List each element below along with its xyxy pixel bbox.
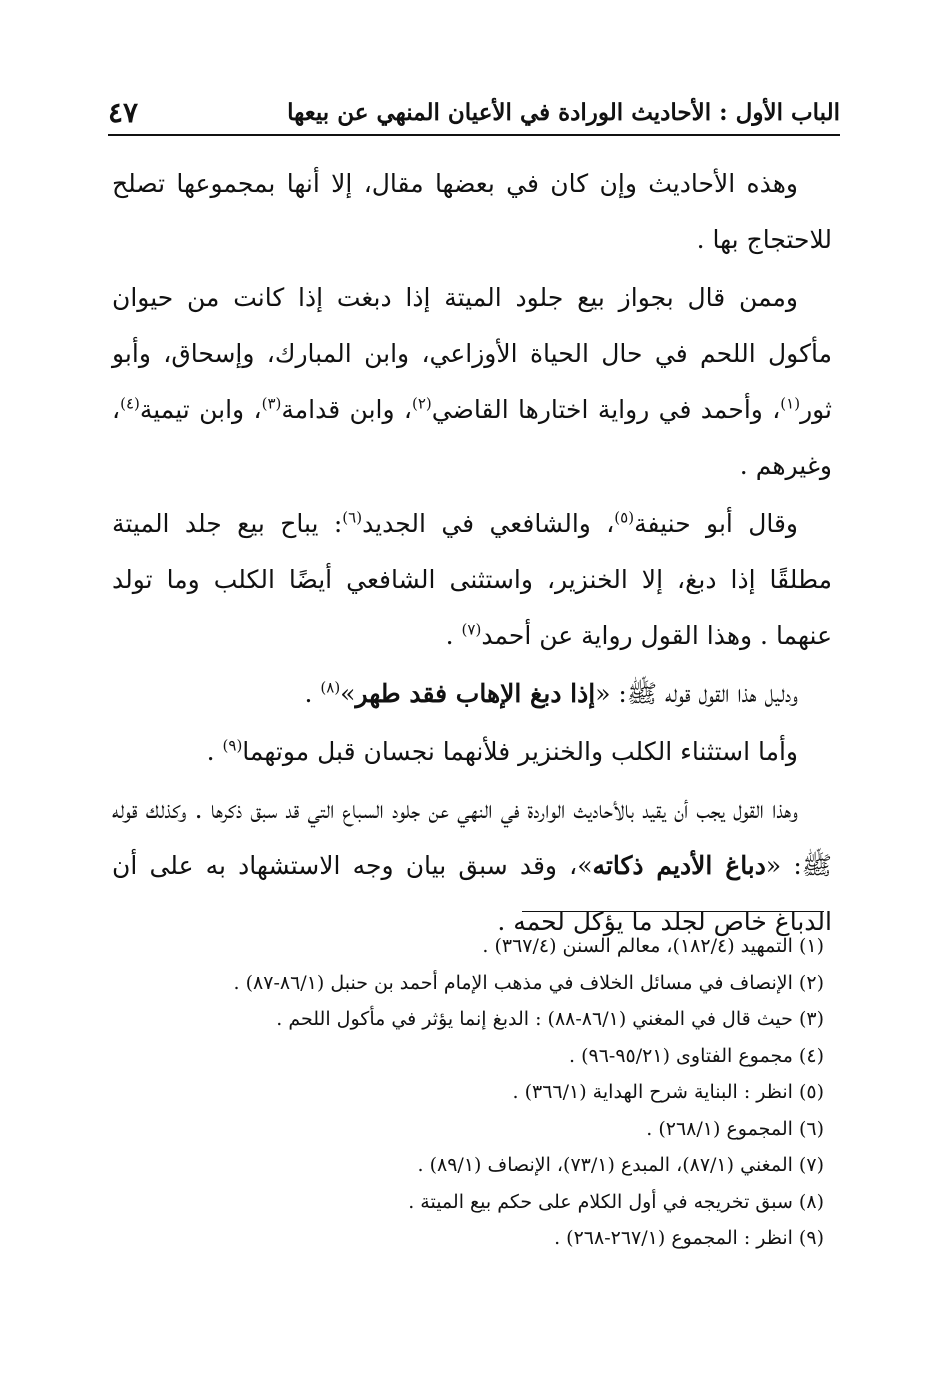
footnote-2: (٢) الإنصاف في مسائل الخلاف في مذهب الإمام أحمد بن حنبل (٨٦/١-٨٧) . bbox=[233, 971, 824, 994]
footnote-8: (٨) سبق تخريجه في أول الكلام على حكم بيع الميتة . bbox=[408, 1190, 824, 1213]
paragraph-text: ، وأحمد في رواية اختارها القاضي bbox=[431, 395, 781, 424]
paragraph-text: وممن قال بجواز بيع جلود الميتة إذا دبغت إذا كانت من حيوان مأكول اللحم في حال الحياة الأوزاعي، وابن المبارك، وإسحاق، وأبو ثور bbox=[112, 283, 833, 424]
footnote-6: (٦) المجموع (٢٦٨/١) . bbox=[646, 1117, 824, 1140]
footnote-ref-3[interactable]: (٣) bbox=[261, 394, 282, 413]
header-rule bbox=[108, 134, 840, 136]
footnote-ref-5[interactable]: (٥) bbox=[614, 508, 635, 527]
paragraph-text: » bbox=[340, 679, 356, 708]
main-text bbox=[112, 156, 832, 952]
paragraph-text: »، وقد سبق بيان وجه الاستشهاد به على أن الدباغ خاص لجلد ما يؤكل لحمه . bbox=[112, 851, 832, 936]
footnote-ref-2[interactable]: (٢) bbox=[411, 394, 432, 413]
paragraph-text: : يباح بيع جلد الميتة مطلقًا إذا دبغ، إلا الخنزير، واستثنى الشافعي أيضًا الكلب وما تولد عنهما . وهذا القول رواية عن أحمد bbox=[112, 509, 832, 650]
paragraph-text: وهذا القول يجب أن يقيد بالأحاديث الواردة في النهي عن جلود السباع التي قد سبق ذكرها . وكذلك قوله ﷺ: « bbox=[112, 795, 832, 880]
footnote-ref-6[interactable]: (٦) bbox=[342, 508, 363, 527]
paragraph-6 bbox=[112, 782, 832, 950]
paragraph-2 bbox=[112, 270, 832, 494]
footnotes bbox=[112, 928, 824, 1257]
footnote-4: (٤) مجموع الفتاوى (٩٥/٢١-٩٦) . bbox=[569, 1044, 824, 1067]
footnote-ref-8[interactable]: (٨) bbox=[320, 678, 341, 697]
paragraph-text: ، وابن قدامة bbox=[281, 395, 412, 424]
footnote-separator bbox=[522, 911, 824, 912]
paragraph-text: ، وغيرهم . bbox=[112, 395, 832, 480]
paragraph-5 bbox=[112, 724, 832, 780]
paragraph-text: ، والشافعي في الجديد bbox=[362, 509, 615, 538]
footnote-9: (٩) انظر : المجموع (٢٦٧/١-٢٦٨) . bbox=[554, 1227, 824, 1249]
footnote-ref-7[interactable]: (٧) bbox=[461, 620, 482, 639]
footnote-7: (٧) المغني (٨٧/١)، المبدع (٧٣/١)، الإنصاف (٨٩/١) . bbox=[417, 1154, 824, 1176]
paragraph-1: وهذه الأحاديث وإن كان في بعضها مقال، إلا أنها بمجموعها تصلح للاحتجاج بها . bbox=[112, 169, 832, 254]
chapter-title: الباب الأول : الأحاديث الورادة في الأعيان المنهي عن بيعها bbox=[287, 98, 840, 126]
running-header bbox=[108, 92, 840, 132]
footnote-ref-9[interactable]: (٩) bbox=[222, 736, 243, 755]
paragraph-3 bbox=[112, 496, 832, 664]
footnote-1: (١) التمهيد (١٨٢/٤)، معالم السنن (٣٦٧/٤) . bbox=[482, 935, 824, 957]
footnote-5: (٥) انظر : البناية شرح الهداية (٣٦٦/١) . bbox=[512, 1081, 824, 1103]
hadith-quote: إذا دبغ الإهاب فقد طهر bbox=[355, 679, 596, 708]
paragraph-4 bbox=[112, 666, 832, 722]
paragraph-text: . bbox=[206, 737, 223, 766]
footnote-ref-1[interactable]: (١) bbox=[780, 394, 801, 413]
paragraph-text: . bbox=[445, 621, 462, 650]
paragraph-text: . bbox=[304, 679, 321, 708]
page-number: ٤٧ bbox=[108, 95, 139, 129]
paragraph-text: وأما استثناء الكلب والخنزير فلأنهما نجسان قبل موتهما bbox=[242, 737, 798, 766]
paragraph-text: وقال أبو حنيفة bbox=[634, 509, 799, 538]
hadith-quote: دباغ الأديم ذكاته bbox=[592, 851, 766, 880]
paragraph-text: ودليل هذا القول قوله ﷺ: « bbox=[595, 679, 798, 708]
footnote-ref-4[interactable]: (٤) bbox=[120, 394, 140, 413]
footnote-3: (٣) حيث قال في المغني (٨٦/١-٨٨) : الدبغ إنما يؤثر في مأكول اللحم . bbox=[276, 1008, 824, 1030]
paragraph-text: ، وابن تيمية bbox=[139, 395, 262, 424]
